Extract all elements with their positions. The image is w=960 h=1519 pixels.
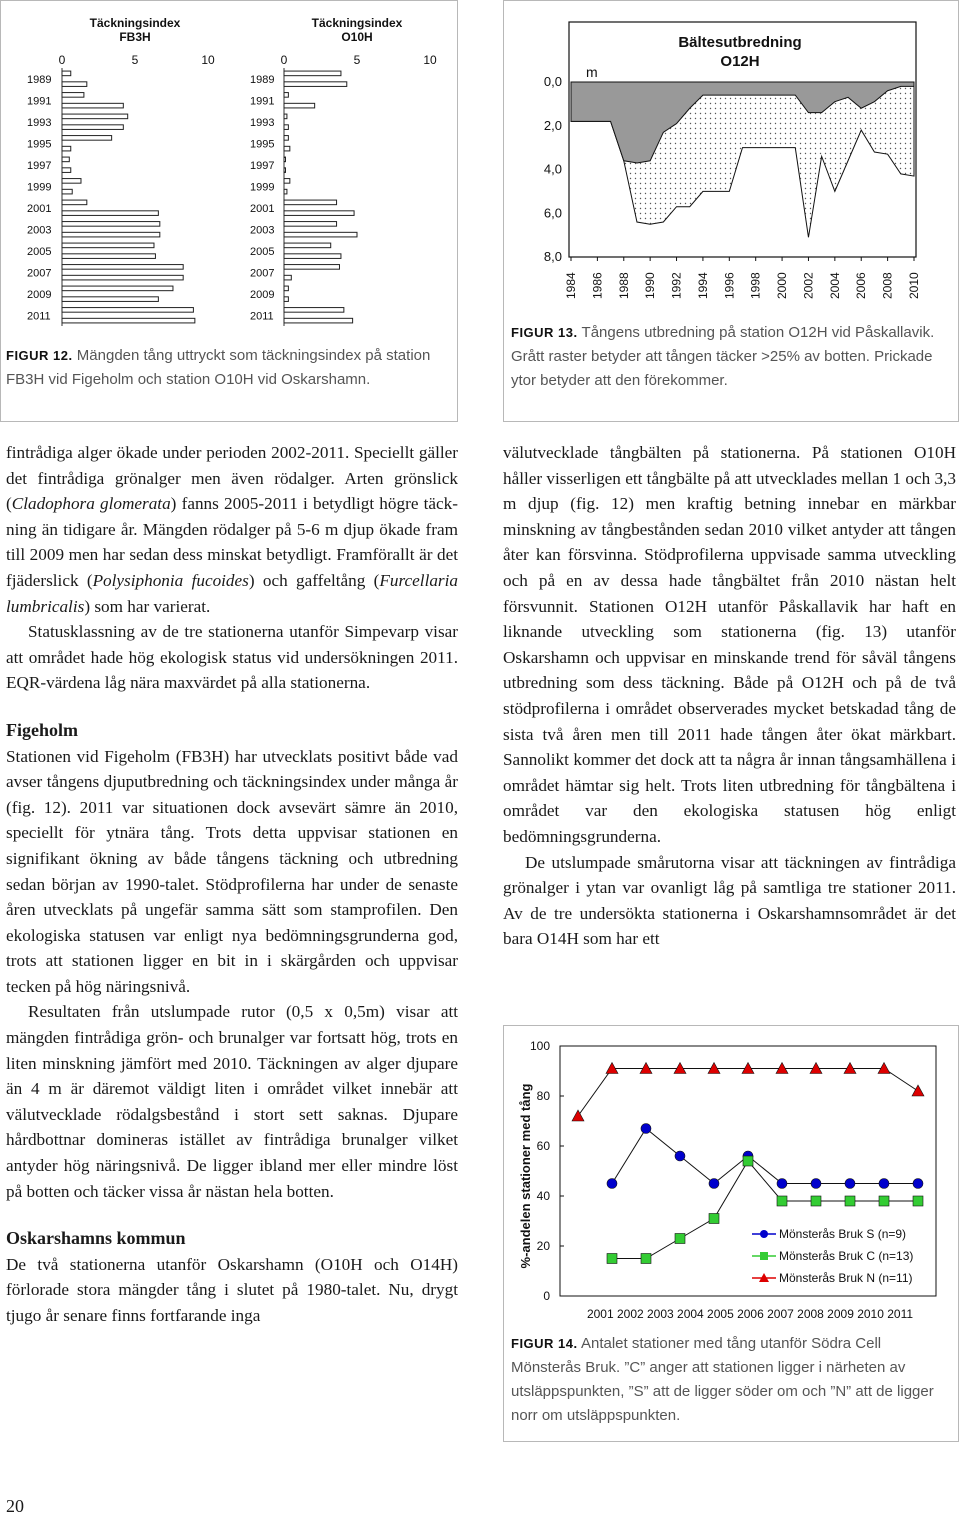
fb3h-chart-bar <box>62 254 155 259</box>
line-point-s <box>879 1179 889 1189</box>
legend-marker-0 <box>760 1230 768 1238</box>
fb3h-chart-tick-5: 5 <box>131 53 139 67</box>
o10h-chart-year-1991: 1991 <box>250 95 275 108</box>
left-column <box>6 440 458 1329</box>
figure-12-label: FIGUR 12. <box>6 348 73 363</box>
o10h-chart-bar <box>284 222 337 227</box>
line-point-s <box>811 1179 821 1189</box>
area-xtick-label: 2010 <box>907 272 921 299</box>
left-paragraph-1: fintrådiga alger ökade under perioden 2002-2011. Speciellt gäller det fintrådiga grönalger men även rödalger. Arten grönslick (Cladophora glomerata) fanns 2005-2011 i betydligt högre täck- ning än tidigare år. Mängden rödalger på 5-6 m djup ökade fram till 2009 men har sedan dess minskat betydligt. Framförallt är det fjäderslick (Polysiphonia fucoides) och gaffeltång (Furcellaria lumbricalis) som har varierat. <box>6 443 458 616</box>
fb3h-chart-bar <box>62 103 123 108</box>
fb3h-chart-bar <box>62 308 193 313</box>
line-point-s <box>777 1179 787 1189</box>
area-xtick-label: 1986 <box>590 272 605 299</box>
o10h-chart-year-2009: 2009 <box>250 288 275 301</box>
line-ytick-label: 20 <box>536 1239 550 1253</box>
fb3h-chart-year-1989: 1989 <box>27 73 52 86</box>
figure-14-chart <box>504 1026 956 1331</box>
area-xtick-label: 2002 <box>801 272 816 299</box>
o10h-chart-year-1993: 1993 <box>250 116 275 129</box>
fb3h-chart-year-1997: 1997 <box>27 159 52 172</box>
o10h-chart-bar <box>284 146 290 151</box>
fb3h-chart-bar <box>62 146 71 151</box>
line-point-s <box>675 1151 685 1161</box>
fb3h-chart-bar <box>62 265 183 270</box>
area-title-1: Bältesutbredning <box>678 34 802 51</box>
fb3h-chart-bar <box>62 243 154 248</box>
left-paragraph-3: Stationen vid Figeholm (FB3H) har utvecklats positivt både vad avser tångens djuputbredning och täckningsindex under många år (fig. 12). 2011 var situationen dock avsevärt sämre än 2010, speciellt för ytnära tång. Trots detta uppvisar stationen en signifikant ökning av både tångens täckning och utbredning sedan början av 1990-talet. Stödprofilerna har under de senaste åren utvecklats på ungefär samma sätt som stamprofilen. Den ekologiska statusen var enligt nya bedömningsgrunderna god, trots att stationen ligger en bit in i skärgården och uppvisar tecken på hög näringsnivå. <box>6 746 458 996</box>
line-point-c <box>675 1234 685 1244</box>
fb3h-chart-year-1991: 1991 <box>27 95 52 108</box>
o10h-chart-bar <box>284 103 315 108</box>
fb3h-chart-year-2005: 2005 <box>27 245 52 258</box>
line-point-c <box>879 1196 889 1206</box>
fb3h-chart-bar <box>62 297 158 302</box>
o10h-chart-tick-0: 0 <box>280 53 288 67</box>
line-ytick-label: 60 <box>536 1139 550 1153</box>
figure-13-chart <box>504 2 956 312</box>
o10h-chart-bar <box>284 157 286 162</box>
area-xtick-label: 1992 <box>669 272 684 299</box>
fb3h-chart-bar <box>62 157 69 162</box>
o10h-chart-year-1995: 1995 <box>250 138 275 151</box>
fb3h-chart-bar <box>62 275 183 280</box>
area-xtick-label: 2008 <box>880 272 895 299</box>
o10h-chart-bar <box>284 297 288 302</box>
legend-label-2: Mönsterås Bruk N (n=11) <box>779 1271 913 1285</box>
line-ytick-label: 100 <box>529 1039 550 1053</box>
fb3h-chart-year-1993: 1993 <box>27 116 52 129</box>
area-ytick-label: 8,0 <box>543 249 562 264</box>
o10h-chart-bar <box>284 179 290 184</box>
area-unit-label: m <box>586 64 598 80</box>
o10h-chart-bar <box>284 275 291 280</box>
fb3h-chart-year-1999: 1999 <box>27 181 52 194</box>
line-ytick-label: 0 <box>543 1289 550 1303</box>
fb3h-chart-bar <box>62 71 71 76</box>
o10h-chart-bar <box>284 189 287 194</box>
o10h-chart-year-1999: 1999 <box>250 181 275 194</box>
fb3h-chart-bar <box>62 318 195 323</box>
fb3h-chart-year-1995: 1995 <box>27 138 52 151</box>
fb3h-chart-tick-0: 0 <box>58 53 66 67</box>
line-point-c <box>709 1214 719 1224</box>
area-ytick-label: 4,0 <box>543 161 562 177</box>
o10h-chart-bar <box>284 93 288 98</box>
fb3h-chart-bar <box>62 232 160 237</box>
line-point-c <box>913 1196 923 1206</box>
right-column <box>503 440 956 952</box>
o10h-chart-bar <box>284 125 288 130</box>
o10h-chart-bar <box>284 211 354 216</box>
o10h-chart-year-2003: 2003 <box>250 224 275 237</box>
figure-12-text: Mängden tång uttryckt som täckningsindex på station FB3H vid Figeholm och station O10H vid Oskarshamn. <box>6 347 431 388</box>
figure-13-caption <box>511 321 951 393</box>
line-point-s <box>913 1179 923 1189</box>
figure-14-caption <box>511 1332 951 1428</box>
o10h-chart-bar <box>284 82 347 87</box>
line-point-s <box>709 1179 719 1189</box>
figure-12-chart-fb3h <box>0 0 230 330</box>
line-point-s <box>641 1124 651 1134</box>
page-number: 20 <box>6 1496 24 1516</box>
figure-13-text: Tångens utbredning på station O12H vid Påskallavik. Grått raster betyder att tången täcker >25% av botten. Prickade ytor betyder att den förekommer. <box>511 324 935 389</box>
right-paragraph-1: välutvecklade tångbälten på stationerna. På stationen O10H håller visserligen ett tångbälte på att utvecklades mellan 1 och 3,3 m djup (fig. 12) men kraftig betning innebar en märkbar minskning av tångbestånden sedan 2010 vilket antyder att tången åter kan försvinna. Stödprofilerna uppvisade samma utveckling och på en av dessa hade tångbältet från 2010 nästan helt försvunnit. Stationen O12H utanför Påskallavik har haft en liknande utveckling som stationerna (fig. 13) utanför Oskarshamn och uppvisar en minskande trend för såväl tångens utbredning som dess täckning. Både på O12H och på de två stödprofilerna i området observerades mycket betskadad tång de sista två åren men till 2011 hade tången åter ökat märkbart. Sannolikt kommer det dock att ta några år innan tångsamhällena i området hämtar sig helt. Trots liten utbredning för tångbältena i området var den ekologiska statusen hög enligt bedömningsgrunderna. <box>503 443 956 846</box>
o10h-chart-bar <box>284 265 339 270</box>
fb3h-chart-bar <box>62 189 72 194</box>
o10h-chart-bar <box>284 200 337 205</box>
fb3h-chart-bar <box>62 136 112 141</box>
fb3h-chart-year-2007: 2007 <box>27 267 52 280</box>
line-point-s <box>607 1179 617 1189</box>
left-paragraph-2: Statusklassning av de tre stationerna utanför Simpevarp visar att området hade hög ekologisk status vid undersökningen 2011. EQR-värdena låg nära maxvärdet på alla stationerna. <box>6 622 458 693</box>
figure-14-text: Antalet stationer med tång utanför Södra Cell Mönsterås Bruk. ”C” anger att stationen ligger i närheten av utsläppspunkten, ”S” att de ligger söder om och ”N” att de ligger norr om utsläppspunkten. <box>511 1335 934 1424</box>
o10h-chart-bar <box>284 286 288 291</box>
o10h-chart-tick-5: 5 <box>353 53 361 67</box>
right-paragraph-2: De utslumpade smårutorna visar att täckningen av fintrådiga grönalger i ytan var ovanligt låg på samtliga tre stationer 2011. Av de tre undersökta stationerna i Oskarshamnsområdet är det bara O14H som har ett <box>503 852 956 949</box>
area-ytick-label: 6,0 <box>543 205 562 221</box>
figure-12-chart-o10h <box>230 0 456 330</box>
fb3h-chart-bar <box>62 211 158 216</box>
o10h-chart-bar <box>284 136 288 141</box>
fb3h-chart-year-2003: 2003 <box>27 224 52 237</box>
legend-marker-1 <box>760 1252 768 1260</box>
area-xtick-label: 1990 <box>643 272 658 299</box>
o10h-chart-year-2005: 2005 <box>250 245 275 258</box>
o10h-chart-bar <box>284 168 286 173</box>
line-point-c <box>641 1254 651 1264</box>
fb3h-chart-bar <box>62 222 160 227</box>
o10h-chart-bar <box>284 308 344 313</box>
area-xtick-label: 1996 <box>722 272 737 299</box>
line-point-c <box>811 1196 821 1206</box>
line-ytick-label: 40 <box>536 1189 550 1203</box>
fb3h-chart-bar <box>62 168 71 173</box>
fb3h-chart-bar <box>62 125 123 130</box>
fb3h-chart-bar <box>62 200 87 205</box>
fb3h-chart-bar <box>62 82 87 87</box>
o10h-chart-year-1989: 1989 <box>250 73 275 86</box>
fb3h-chart-year-2001: 2001 <box>27 202 52 215</box>
area-xtick-label: 1998 <box>748 272 763 299</box>
o10h-chart-bar <box>284 114 287 119</box>
line-ytick-label: 80 <box>536 1089 550 1103</box>
heading-figeholm: Figeholm <box>6 719 78 740</box>
o10h-chart-bar <box>284 232 357 237</box>
left-paragraph-4: Resultaten från utslumpade rutor (0,5 x 0,5m) visar att mängden fintrådiga grön- och brunalger var fortsatt hög, trots en liten minskning jämfört med 2010. Täckningen av alger djupare än 4 m är däremot väldigt liten i området vilket innebär att välutvecklade rödalgsbestånd i stort sett saknas. Djupare hårdbottnar domineras istället av fintrådiga brunalger vilket antyder hög näringsnivå. De ligger ibland mer eller mindre löst på botten och täcker vissa år nästan hela botten. <box>6 1002 458 1201</box>
o10h-chart-title-1: Täckningsindex <box>311 16 403 30</box>
line-y-axis-label: %-andelen stationer med tång <box>518 1083 533 1269</box>
area-xtick-label: 2000 <box>775 272 790 299</box>
line-point-c <box>777 1196 787 1206</box>
o10h-chart-bar <box>284 71 341 76</box>
line-point-s <box>845 1179 855 1189</box>
left-paragraph-5: De två stationerna utanför Oskarshamn (O10H och O14H) förlorade stora mängder tång i slutet på 1980-talet. Nu, drygt tjugo år senare finns fortfarande inga <box>6 1254 458 1325</box>
o10h-chart-tick-10: 10 <box>423 53 437 67</box>
area-ytick-label: 0,0 <box>543 74 562 89</box>
figure-12-caption <box>6 344 446 392</box>
o10h-chart-year-2011: 2011 <box>250 310 274 323</box>
fb3h-chart-year-2011: 2011 <box>27 310 51 323</box>
fb3h-chart-tick-10: 10 <box>201 53 215 67</box>
area-xtick-label: 1984 <box>564 272 578 299</box>
legend-label-0: Mönsterås Bruk S (n=9) <box>779 1227 907 1241</box>
area-xtick-label: 2006 <box>854 272 869 299</box>
o10h-chart-year-1997: 1997 <box>250 159 275 172</box>
o10h-chart-bar <box>284 243 331 248</box>
o10h-chart-title-2: O10H <box>341 30 373 44</box>
fb3h-chart-bar <box>62 179 81 184</box>
line-point-c <box>607 1254 617 1264</box>
o10h-chart-year-2001: 2001 <box>250 202 275 215</box>
fb3h-chart-title-1: Täckningsindex <box>89 16 181 30</box>
o10h-chart-bar <box>284 318 353 323</box>
area-title-2: O12H <box>720 53 760 70</box>
legend-label-1: Mönsterås Bruk C (n=13) <box>779 1249 914 1263</box>
area-xtick-label: 2004 <box>827 272 842 299</box>
fb3h-chart-bar <box>62 286 173 291</box>
area-xtick-label: 1994 <box>695 272 710 299</box>
figure-13-label: FIGUR 13. <box>511 325 578 340</box>
fb3h-chart-bar <box>62 114 128 119</box>
fb3h-chart-title-2: FB3H <box>119 30 151 44</box>
o10h-chart-year-2007: 2007 <box>250 267 275 280</box>
line-point-c <box>845 1196 855 1206</box>
area-ytick-label: 2,0 <box>543 117 562 133</box>
fb3h-chart-year-2009: 2009 <box>27 288 52 301</box>
line-x-axis-labels: 2001 2002 2003 2004 2005 2006 2007 2008 2009 2010 2011 <box>586 1307 914 1321</box>
line-point-c <box>743 1156 753 1166</box>
heading-oskarshamns-kommun: Oskarshamns kommun <box>6 1228 186 1249</box>
area-xtick-label: 1988 <box>616 272 631 299</box>
o10h-chart-bar <box>284 254 341 259</box>
figure-14-label: FIGUR 14. <box>511 1336 578 1351</box>
fb3h-chart-bar <box>62 93 84 98</box>
